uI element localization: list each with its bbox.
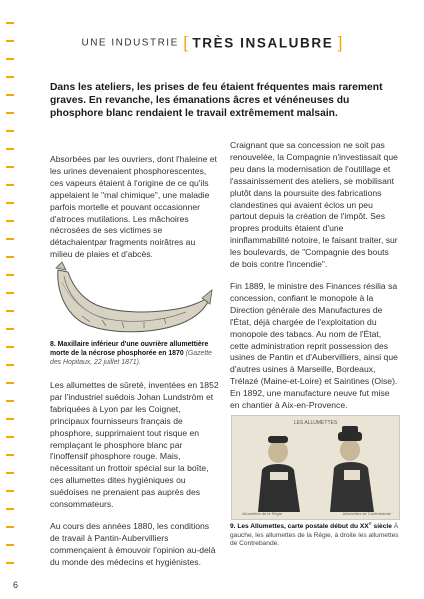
margin-tick xyxy=(6,94,14,96)
margin-ticks xyxy=(6,0,19,599)
margin-tick xyxy=(6,130,14,132)
margin-tick xyxy=(6,526,14,528)
figure-title-end: siècle xyxy=(371,523,392,531)
margin-tick xyxy=(6,382,14,384)
margin-tick xyxy=(6,436,14,438)
column-left-bottom xyxy=(50,380,220,579)
figure-9-caption xyxy=(230,520,402,549)
header-bracket-close: ] xyxy=(337,33,343,52)
margin-tick xyxy=(6,202,14,204)
margin-tick xyxy=(6,472,14,474)
page-number: 6 xyxy=(13,580,19,590)
margin-tick xyxy=(6,418,14,420)
margin-tick xyxy=(6,22,14,24)
margin-tick xyxy=(6,328,14,330)
margin-tick xyxy=(6,274,14,276)
margin-tick xyxy=(6,364,14,366)
margin-tick xyxy=(6,544,14,546)
margin-tick xyxy=(6,148,14,150)
body-paragraph: Les allumettes de sûreté, inventées en 1852 par l'industriel suédois Johan Lundström et fabriquées à Lyon par les Coignet, principaux fournisseurs français de phosphore, supprimaient tout risque en remplaçant le phosphore blanc par l'inoffensif phosphore rouge. Mais, nécessitant un frottoir spécial sur la boîte, ces allumettes dites hygiéniques ou suédoises ne prenaient pas auprès des consommateurs. xyxy=(50,380,219,510)
margin-tick xyxy=(6,454,14,456)
century-superscript: e xyxy=(368,521,372,527)
figure-number: 8. xyxy=(50,341,56,348)
margin-tick xyxy=(6,490,14,492)
figure-title: Les Allumettes, carte postale début du XX xyxy=(237,523,369,531)
postcard-left-caption: Allumettes de la Régie xyxy=(242,511,283,516)
postcard-right-caption: Allumettes de Contrebande xyxy=(342,511,391,516)
margin-tick xyxy=(6,58,14,60)
margin-tick xyxy=(6,76,14,78)
margin-tick xyxy=(6,562,14,564)
lead-paragraph: Dans les ateliers, les prises de feu étaient fréquentes mais rarement graves. En revanche, les émanations âcres et vénéneuses du phosphore blanc rendaient le travail extrêmement malsain. xyxy=(50,82,383,119)
margin-tick xyxy=(6,400,14,402)
figure-title: Maxillaire inférieur d'une ouvrière allumettière morte de la nécrose phosphorée en 1870 xyxy=(50,341,209,357)
figure-text: À gauche, les allumettes de la Régie, à droite les allumettes de Contrebande. xyxy=(230,523,399,548)
body-paragraph: Craignant que sa concession ne soit pas renouvelée, la Compagnie n'investissait que peu dans la modernisation de l'outillage et l'assainissement des ateliers, se mobilisant plutôt dans la poursuite des fabrications clandestines qui avaient éclos un peu partout depuis la création de l'impôt. Ses propres produits étaient d'une ininflammabilité notoire, le faisant traiter, sur les boulevards, de "Compagnie des bouts de bois contre l'incendie". xyxy=(230,140,398,270)
margin-tick xyxy=(6,166,14,168)
body-paragraph: Au cours des années 1880, les conditions de travail à Pantin-Aubervilliers commençaient à émouvoir l'opinion au-delà du monde des médecins et hygiénistes. xyxy=(50,520,216,567)
margin-tick xyxy=(6,112,14,114)
margin-tick xyxy=(6,310,14,312)
header-kicker: UNE INDUSTRIE xyxy=(81,37,179,49)
postcard-photo xyxy=(231,415,400,520)
header-title: TRÈS INSALUBRE xyxy=(192,35,334,51)
body-paragraph: Fin 1889, le ministre des Finances résilia sa concession, confiant le monopole à la Direction générale des Manufactures de l'État, déjà chargée de l'exploitation du monopole des tabacs. Au nom de l'État, cette administration reprit possession des usines de Pantin et d'Aubervilliers, ainsi que d'autres usines à Marseille, Bordeaux, Trélazé (Maine-et-Loire) et Saintines (Oise). En 1892, une manufacture neuve fut mise en chantier à Aix-en-Provence. xyxy=(230,280,398,411)
margin-tick xyxy=(6,220,14,222)
figure-number: 9. xyxy=(230,523,236,531)
margin-tick xyxy=(6,238,14,240)
section-header xyxy=(0,33,424,53)
jawbone-illustration xyxy=(52,260,214,338)
margin-tick xyxy=(6,292,14,294)
postcard-figures xyxy=(232,416,399,519)
figure-source: (Gazette des Hopitaux, 22 juillet 1871). xyxy=(50,350,213,366)
margin-tick xyxy=(6,508,14,510)
header-bracket-open: [ xyxy=(183,33,188,52)
margin-tick xyxy=(6,256,14,258)
postcard-title: LES ALLUMETTES xyxy=(293,420,338,426)
body-paragraph: Absorbées par les ouvriers, dont l'haleine et les urines devenaient phosphorescentes, ces vapeurs étaient à l'origine de ce qu'ils appelaient le "mal chimique", une maladie parfois mortelle et pouvant occasionner d'atroces mutilations. Les mâchoires nécrosées de ses victimes se détachaientpar fragments noirâtres au milieu de plaies et d'abcès. xyxy=(50,154,217,260)
figure-8-caption xyxy=(50,340,222,367)
margin-tick xyxy=(6,184,14,186)
column-right xyxy=(230,140,400,422)
margin-tick xyxy=(6,346,14,348)
column-left-top xyxy=(50,154,218,271)
